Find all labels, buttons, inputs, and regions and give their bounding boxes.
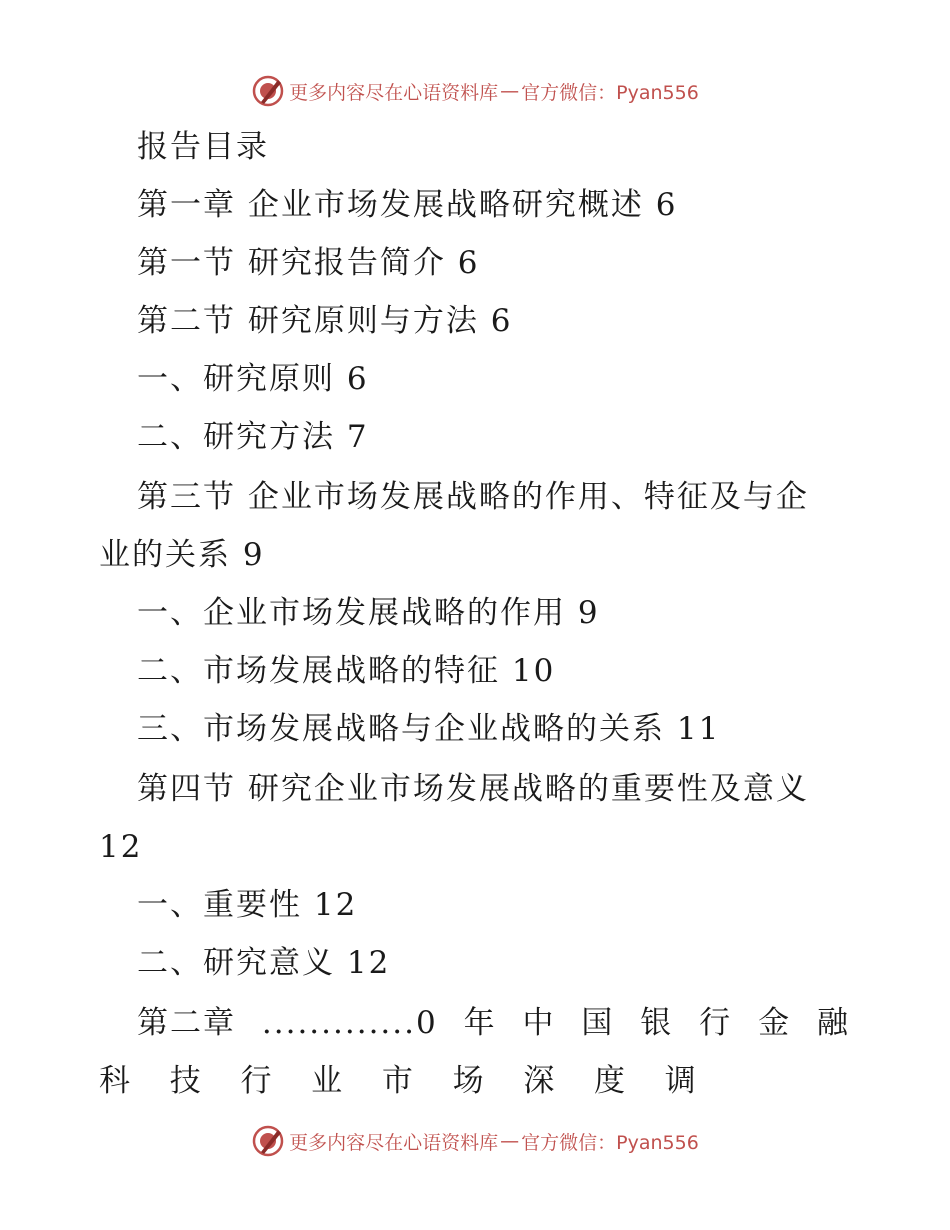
watermark-banner-top — [0, 71, 950, 111]
toc-char: 度 — [594, 1063, 628, 1099]
watermark-separator: — — [500, 80, 520, 102]
watermark-wechat: 官方微信：Pyan556 — [521, 1131, 699, 1154]
watermark-wechat: 官方微信：Pyan556 — [521, 81, 699, 104]
toc-entry-continuation: 12 — [99, 829, 143, 865]
toc-entry: 一、企业市场发展战略的作用 9 — [137, 595, 600, 631]
toc-entry: 第二节 研究原则与方法 6 — [137, 303, 513, 339]
toc-word: .............0 — [261, 1005, 438, 1041]
toc-word: 行 — [699, 1005, 733, 1041]
toc-word: 银 — [640, 1005, 674, 1041]
toc-word: 第二章 — [137, 1005, 236, 1041]
watermark-separator: — — [500, 1130, 520, 1152]
toc-entry: 三、市场发展战略与企业战略的关系 11 — [137, 711, 721, 747]
toc-entry-chapter2 — [0, 994, 950, 1052]
toc-entry: 第一章 企业市场发展战略研究概述 6 — [137, 187, 678, 223]
toc-char: 市 — [381, 1063, 415, 1099]
toc-char: 技 — [169, 1063, 203, 1099]
toc-entry: 二、研究方法 7 — [137, 419, 369, 455]
toc-char: 业 — [311, 1063, 345, 1099]
pen-logo-icon — [251, 74, 285, 108]
toc-char: 深 — [523, 1063, 557, 1099]
toc-entry: 一、重要性 12 — [137, 887, 358, 923]
toc-title: 报告目录 — [137, 129, 269, 165]
toc-char: 科 — [99, 1063, 132, 1099]
toc-entry: 第四节 研究企业市场发展战略的重要性及意义 — [137, 771, 809, 807]
toc-entry: 一、研究原则 6 — [137, 361, 369, 397]
toc-word: 中 — [522, 1005, 556, 1041]
toc-word: 金 — [758, 1005, 792, 1041]
toc-word: 融 — [816, 1005, 850, 1041]
toc-entry-continuation: 业的关系 9 — [99, 537, 265, 573]
toc-char: 场 — [452, 1063, 486, 1099]
watermark-text: 更多内容尽在心语资料库 — [289, 81, 499, 104]
toc-word: 年 — [463, 1005, 497, 1041]
watermark-text: 更多内容尽在心语资料库 — [289, 1131, 499, 1154]
toc-entry: 二、研究意义 12 — [137, 945, 391, 981]
toc-entry: 二、市场发展战略的特征 10 — [137, 653, 556, 689]
toc-char: 调 — [664, 1063, 698, 1099]
toc-char: 行 — [240, 1063, 274, 1099]
toc-entry-chapter2-continuation — [0, 1052, 950, 1110]
toc-entry: 第一节 研究报告简介 6 — [137, 245, 480, 281]
watermark-banner-bottom — [0, 1121, 950, 1161]
pen-logo-icon — [251, 1124, 285, 1158]
toc-word: 国 — [581, 1005, 615, 1041]
toc-entry: 第三节 企业市场发展战略的作用、特征及与企 — [137, 479, 809, 515]
